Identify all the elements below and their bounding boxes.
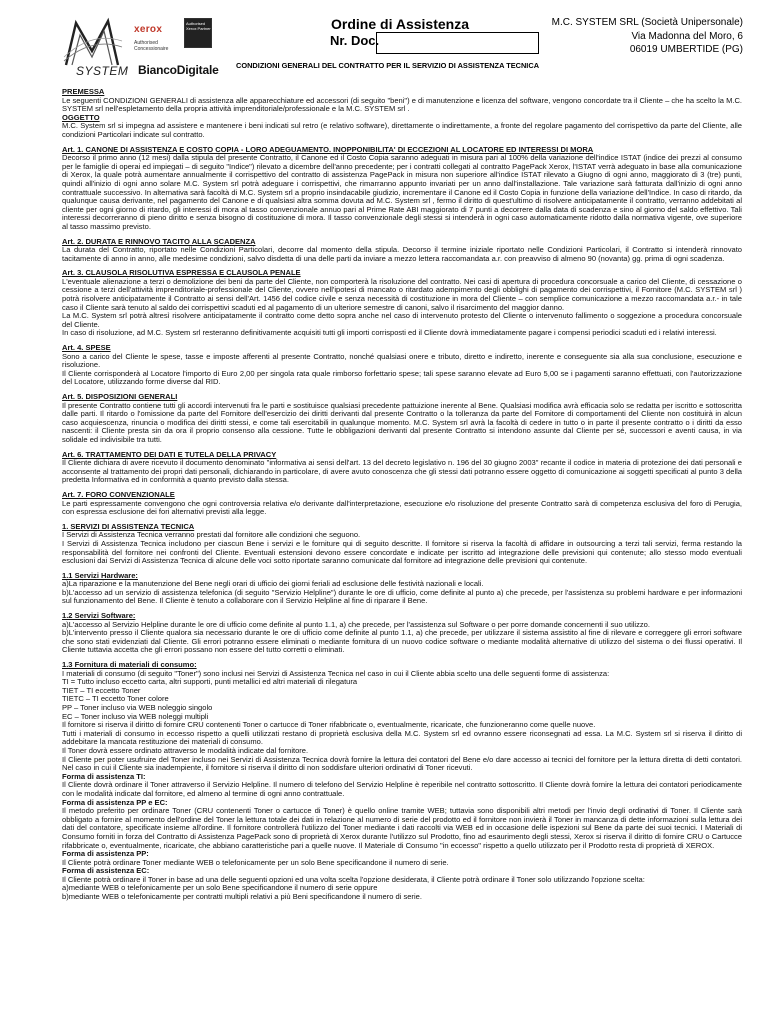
section-text-art3c: In caso di risoluzione, ad M.C. System srl resteranno definitivamente acquisiti tutti gli importi corrisposti ed il Cliente dovrà immediatamente pagare i compensi periodici scaduti ed i relativi interessi. [62,328,717,338]
section-title-s13: 1.3 Fornitura di materiali di consumo: [62,660,197,670]
section-text-forma-ecb: b)mediante WEB o telefonicamente per contratti multipli relativi a più Beni specificandone il numero di serie. [62,892,422,902]
company-logo [62,14,222,80]
section-text-art5: Il presente Contratto contiene tutti gli accordi intervenuti fra le parti e sostituisce qualsiasi precedente pattuizione inerente al Bene. Qualsiasi modifica avrà efficacia solo se redatta per iscritto e sottoscritta dalle parti. Il ritardo o l'omissione da parte del Fornitore dell'esercizio dei diritti derivanti dal presente Contratto o la tolleranza da parte del Fornitore di comportamenti del Cliente non costituirà in alcun caso acquiescenza, rinuncia o modifica dei diritti stessi, e come tali esercitabili in qualunque momento. M.C. System srl avrà la facoltà di cedere in tutto o in parte il presente contratto o i diritti da esso nascenti: il Cliente presta sin da ora il proprio consenso alla cessione. Tutte le obbligazioni derivanti dal presente Contratto si intendono assunte dal Cliente per sé, successori e aventi causa, in via solidale ed indivisibile tra tutti. [62,400,742,444]
doc-number-field[interactable] [376,32,539,54]
section-text-art1: Decorso il primo anno (12 mesi) dalla stipula del presente Contratto, il Canone ed il Costo Copia saranno adeguati in misura pari al 100% della variazione dell'indice ISTAT (indice dei prezzi al consumo per le famiglie di operai ed impiegati – di seguito "Indice") rilevato a dicembre dell'anno precedente; per i contratti collegati al contratto PagePack Xerox, l'ISTAT verrà adeguato in base alla comunicazione di Xerox, la quale potrà aumentare annualmente il corrispettivo del contratto di assistenza PagePack in misura non superiore all'indice ISTAT rilevato a Giugno di ogni anno, maggiorato di 3 (tre) punti, quindi all'inizio di ogni anno solare M.C. System srl potrà adeguare i corrispettivi, che rimarranno appunto invariati per un anno dall'installazione. Tale variazione sarà fatturata dall'inizio di ogni anno contrattuale successivo. In alternativa sarà facoltà di M.C. System srl a proprio insindacabile giudizio, incrementare il Canone ed il Costo Copia in funzione della variazione dell'Indice. In caso di ritardo, da qualunque causa derivante, nel pagamento del Canone e di qualsiasi altra somma dovuta ad M.C. System srl , fermo il diritto di quest'ultimo di risolvere anticipatamente il contratto, verranno addebitati al cliente per ogni giorno di ritardo, gli interessi di mora al tasso convenzionale annuo pari al Prime Rate ABI maggiorato di 7 punti a decorrere dalla data di scadenza e sino al giorno del saldo effettivo. Tali interessi decorreranno di pieno diritto e senza bisogno di costituzione di mora. Il tasso convenzionale degli stessi si intenderà in ogni caso automaticamente ridotto dalla normativa vigente, ove superiore al tasso massimo previsto. [62,153,742,231]
doc-number-label: Nr. Doc. [330,33,380,48]
section-title-forma-ti: Forma di assistenza TI: [62,771,146,781]
section-title-s12: 1.2 Servizi Software: [62,611,136,621]
section-title-art7: Art. 7. FORO CONVENZIONALE [62,489,175,499]
partner-badge-text: Authorised Xerox Partner [186,21,211,31]
section-text-art2: La durata del Contratto, riportato nelle Condizioni Particolari, decorre dal momento della stipula. Decorso il termine iniziale riportato nelle Condizioni Particolari, il Contratto si intenderà rinnovato tacitamente di anno in anno, alle medesime condizioni, salvo disdetta di una delle parti da inviare a mezzo lettera raccomandata a.r. con preavviso di almeno 90 (novanta) gg. prima di ogni scadenza. [62,245,742,263]
section-title-forma-ppec: Forma di assistenza PP e EC: [62,797,168,807]
section-text-s1: I Servizi di Assistenza Tecnica verranno prestati dal fornitore alle condizioni che seguono. [62,530,361,540]
contract-conditions [62,88,742,902]
section-text-s12b: b)L'intervento presso il Cliente qualora sia necessario durante le ore di ufficio come definite al punto 1.1, a) che precede, per utilizzare il sistema assistito al fine di rilevare e correggere gli errori software che sono stati evidenziati dal Cliente. Gli errori potranno essere eliminati o mediante fornitura di un nuovo codice software o mediante modalità alternative di utilizzo del sistema o dei flussi operativi. Il Cliente tuttavia accetta che gli errori possano non essere del tutto corretti o eliminati. [62,628,742,655]
section-title-art5: Art. 5. DISPOSIZIONI GENERALI [62,392,178,401]
section-title-premessa: PREMESSA [62,87,105,96]
section-text-forma-pp: Il Cliente potrà ordinare Toner mediante WEB o telefonicamente per un solo Bene specificandone il numero di serie. [62,857,449,867]
section-title-oggetto: OGGETTO [62,112,100,122]
section-text-s13a: I materiali di consumo (di seguito "Toner") sono inclusi nei Servizi di Assistenza Tecnica nel caso in cui il Cliente abbia scelto una delle seguenti forme di assistenza: [62,668,610,678]
document-subtitle: CONDIZIONI GENERALI DEL CONTRATTO PER IL SERVIZIO DI ASSISTENZA TECNICA [236,61,540,70]
section-text-s12a: a)L'accesso al Servizio Helpline durante le ore di ufficio come definite al punto 1.1, a) che precede, per l'assistenza sul Software o per porre domande concernenti il suo utilizzo. [62,619,650,629]
section-text-art4b: Il Cliente corrisponderà al Locatore l'importo di Euro 2,00 per singola rata quale rimborso forfettario spese; tali spese saranno elevate ad Euro 5,00 se i pagamenti saranno effettuati, con l'autorizzazione del Locatore, utilizzando forme diverse dal RID. [62,368,742,387]
section-title-s11: 1.1 Servizi Hardware: [62,570,138,580]
section-text-s11b: b)L'accesso ad un servizio di assistenza telefonica (di seguito "Servizio Helpline") durante le ore di ufficio, come definite al punto a) che precede, per l'assistenza su problemi hardware e per informazioni sul funzionamento del Bene. Il Cliente è tenuto a collaborare con il Servizio Helpline al fine di riparare il Bene. [62,587,742,606]
xerox-logo [134,18,180,62]
section-text-forma-eca: a)mediante WEB o telefonicamente per un solo Bene specificandone il numero di serie oppure [62,883,378,893]
section-text-art3: L'eventuale alienazione a terzi o demolizione dei beni da parte del Cliente, non comporterà la risoluzione del contratto. Nei casi di apertura di procedura concorsuale a carico del Cliente, di cessazione o cessione a terzi dell'attività imprenditoriale-professionale del Cliente, ovvero nell'ipotesi di mancato o ritardato adempimento degli obblighi di pagamento dei corrispettivi, il Fornitore (M.C. SYSTEM srl ) potrà risolvere anticipatamente il Contratto ai sensi dell'Art. 1456 del codice civile e senza necessità di costituzione in mora del Cliente – con semplice comunicazione a mezzo raccomandata a.r.- in tale caso il Cliente sarà tenuto al saldo dei corrispettivi scaduti ed al pagamento di un ulteriore semestre di canoni, salvo il risarcimento del maggior danno. [62,276,742,312]
xerox-subtext: Authorised Concessionaire [134,40,169,52]
section-text-art7: Le parti espressamente convengono che ogni controversia relativa e/o derivante dall'interpretazione, esecuzione e/o risoluzione del presente Contratto sarà di competenza esclusiva del foro di Perugia, con espressa esclusione dei fori alternativi previsti alla legge. [62,498,742,517]
section-text-s13d: TIETC – TI eccetto Toner colore [62,694,169,704]
section-text-s11a: a)La riparazione e la manutenzione del Bene negli orari di ufficio dei giorni feriali ad esclusione delle festività nazionali e locali. [62,579,484,589]
section-text-forma-ti: Il Cliente dovrà ordinare il Toner attraverso il Servizio Helpline. Il numero di telefono del Servizio Helpline è reperibile nel contratto sottoscritto. Il Cliente dovrà fornire la lettura dei contatori periodicamente con le modalità indicate dal fornitore, ed almeno al termine di ogni anno contrattuale. [62,780,742,798]
bianco-digitale-logo: BiancoDigitale [138,63,219,77]
section-text-s13e: PP – Toner incluso via WEB noleggio singolo [62,703,213,712]
company-info [552,16,743,57]
section-text-forma-ec: Il Cliente potrà ordinare il Toner in base ad una delle seguenti opzioni ed una volta scelta l'opzione desiderata, il Cliente potrà ordinare il Toner solo utilizzando l'opzione scelta: [62,874,645,884]
company-name: M.C. SYSTEM SRL (Società Unipersonale) [551,17,743,28]
section-text-s1b: I Servizi di Assistenza Tecnica includono per ciascun Bene i servizi e le forniture qui di seguito descritte. Il fornitore si riserva la facoltà di affidare in outsourcing a terzi tali servizi, ferma restando la responsabilità del fornitore nei confronti del Cliente. Eventuali estensioni devono essere concordate e indicate per iscritto ad integrazione delle previsioni qui contenute; allo stesso modo eventuali esclusioni dai Servizi di Assistenza Tecnica di alcune delle voci sotto riportate saranno comunicate dal fornitore ad integrazione delle previsioni qui contenute. [62,538,742,566]
logo-system-text: SYSTEM [76,64,129,78]
company-address: Via Madonna del Moro, 6 [631,30,743,42]
section-title-art3: Art. 3. CLAUSOLA RISOLUTIVA ESPRESSA E CLAUSOLA PENALE [62,268,301,278]
section-text-forma-ppec: Il metodo preferito per ordinare Toner (CRU contenenti Toner o cartucce di Toner) è quello online tramite WEB; tuttavia sono disponibili altri metodi per l'invio degli ordinativi di Toner. Il Cliente sarà obbligato a fornire al momento dell'ordine del Toner la lettura totale dei dati in relazione al numero di serie del prodotto ed il fornitore non invierà il Toner in mancanza di dette informazioni sulla lettura dei dati del contatore, specificate insieme all'ordine. Il fornitore controllerà l'utilizzo del Toner mediante i dati raccolti via WEB ed in occasione delle ispezioni sul Bene da parte dei suoi tecnici. I Materiali di Consumo forniti in forza del Contratto di Assistenza PagePack sono di proprietà di Xerox durante l'utilizzo sul Prodotto, fino ad esaurimento degli stessi, Xerox si riserva il diritto di fornire CRU o Cartucce rifabbricate o, eventualmente, ricaricate, che abbiano caratteristiche pari a quelle nuove. Il Materiale di Consumo "in eccesso" rispetto a quello utilizzato per il Prodotto resta di proprietà di XEROX. [62,806,742,850]
document-header [0,0,770,84]
section-title-s1: 1. SERVIZI DI ASSISTENZA TECNICA [62,521,195,531]
document-title: Ordine di Assistenza [331,16,469,32]
section-text-art3b: La M.C. System srl potrà altresì risolvere anticipatamente il contratto come detto sopra anche nel caso di intervenuto protesto del Cliente o intervenuto fallimento o soggezione a procedura concorsuale del Cliente. [62,311,742,329]
section-text-s13b: TI = Tutto incluso eccetto carta, altri supporti, punti metallici ed altri materiali di rilegatura [62,677,358,687]
partner-badge [184,18,212,48]
section-title-art6: Art. 6. TRATTAMENTO DEI DATI E TUTELA DELLA PRIVACY [62,449,277,459]
section-title-forma-pp: Forma di assistenza PP: [62,849,149,859]
section-text-s13j: Il Cliente per poter usufruire del Toner incluso nei Servizi di Assistenza Tecnica dovrà fornire la lettura dei contatori del Bene e/o dare accesso ai tecnici del fornitore per la lettura diretta di detti contatori. Nel caso in cui il Cliente sia inadempiente, il fornitore si riserva il diritto di non soddisfare ulteriori ordinativi di Toner ricevuti. [62,754,742,773]
xerox-wordmark: xerox [134,24,163,35]
section-title-forma-ec: Forma di assistenza EC: [62,866,150,876]
section-text-oggetto: M.C. System srl si impegna ad assistere e mantenere i beni indicati sul retro (e relativo software), direttamente o indirettamente, a fronte del regolare pagamento del corrispettivo da parte del Cliente, alle condizioni Particolari indicate sul contratto. [62,121,742,139]
section-text-s13f: EC – Toner incluso via WEB noleggi multipli [62,711,209,721]
company-city: 06019 UMBERTIDE (PG) [629,44,743,55]
section-text-s13g: Il fornitore si riserva il diritto di fornire CRU contenenti Toner o cartucce di Toner rifabbricate o, eventualmente, ricaricate, che funzioneranno come quelle nuove. [62,720,596,730]
section-title-art4: Art. 4. SPESE [62,343,111,353]
section-title-art1: Art. 1. CANONE DI ASSISTENZA E COSTO COPIA - LORO ADEGUAMENTO. INOPPONIBILITA' DI ECCEZIONI AL LOCATORE ED INTERESSI DI MORA [62,144,594,154]
section-text-s13h: Tutti i materiali di consumo in eccesso rispetto a quelli utilizzati restano di proprietà esclusiva della M.C. System srl ed ovranno essere riconsegnati ad essa. La M.C. System srl si riserva il diritto di addebitare la mancata restituzione dei materiali di consumo. [62,728,742,747]
section-text-art6: Il Cliente dichiara di avere ricevuto il documento denominato "informativa ai sensi dell'art. 13 del decreto legislativo n. 196 del 30 giugno 2003" recante il codice in materia di protezione dei dati personali e acconsente al trattamento dei propri dati personali, dichiarando in particolare, di avere avuto conoscenza che gli stessi dati potranno essere oggetto di comunicazione ai soggetti specificati al punto 3 della predetta Informativa ed in conformità a quanto previsto dalla stessa. [62,458,742,485]
section-text-s13i: Il Toner dovrà essere ordinato attraverso le modalità indicate dal fornitore. [62,745,309,755]
section-text-premessa: Le seguenti CONDIZIONI GENERALI di assistenza alle apparecchiature ed accessori (di seguito "beni") e di manutenzione e licenza del software, vengono concordate tra il Cliente – che ha scelto la M.C. SYSTEM srl nell'espletamento della propria attività imprenditoriale/professionale e la M.C. SYSTEM srl . [62,95,742,114]
section-text-s13c: TIET – TI eccetto Toner [62,685,141,695]
section-text-art4: Sono a carico del Cliente le spese, tasse e imposte afferenti al presente Contratto, nonché qualsiasi onere e tributo, diretto e indiretto, inerente e conseguente sia alla sua conclusione, esecuzione e risoluzione. [62,351,742,370]
section-title-art2: Art. 2. DURATA E RINNOVO TACITO ALLA SCADENZA [62,236,256,246]
title-block [300,16,500,48]
